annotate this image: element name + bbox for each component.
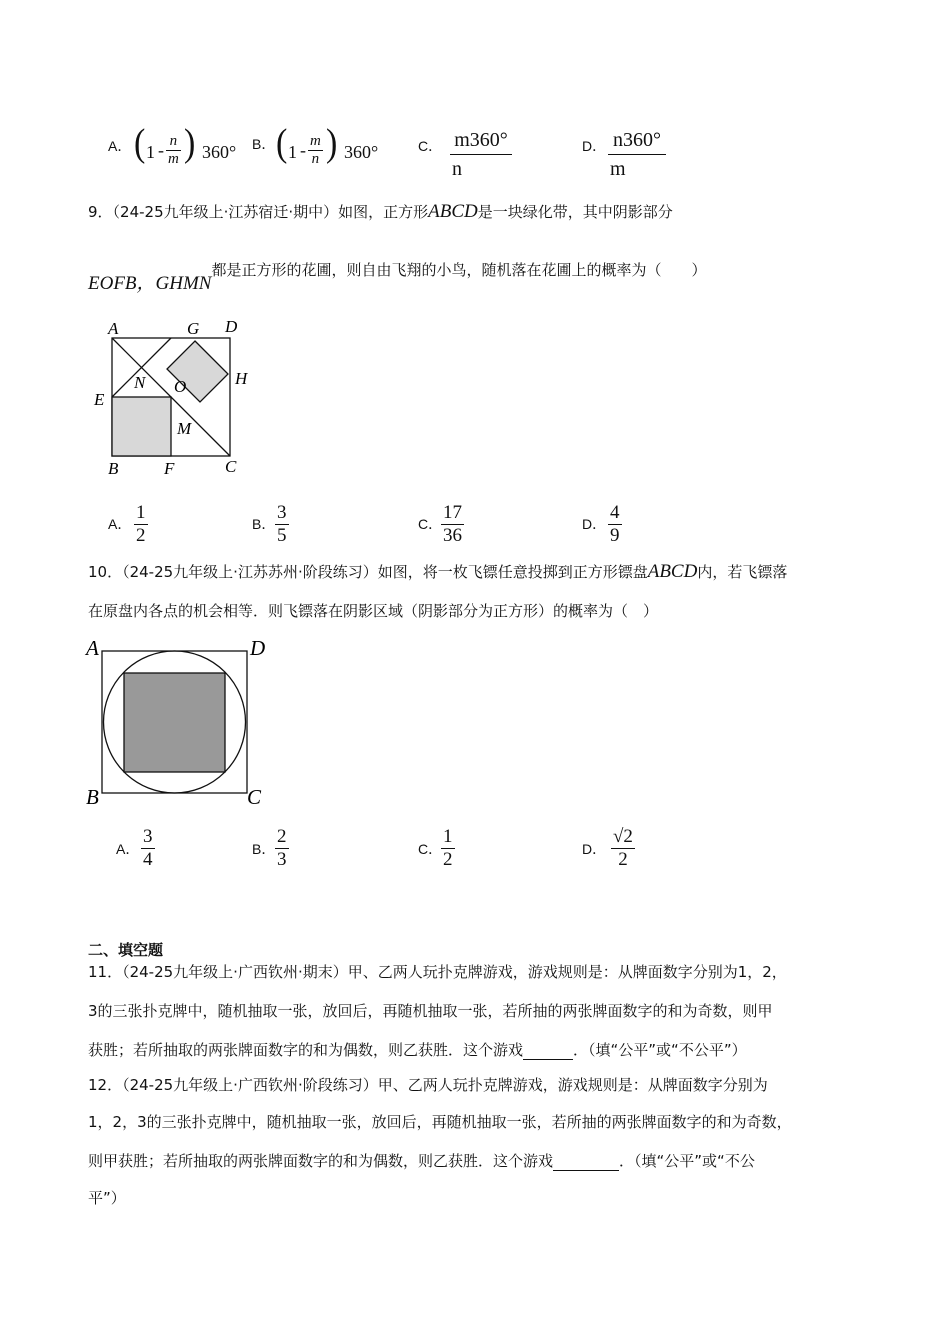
q9-label-b: B <box>108 459 119 478</box>
q12-line-1: 12．（24-25九年级上·广西钦州·阶段练习）甲、乙两人玩扑克牌游戏，游戏规则是：从牌面数字分别为 <box>88 1076 768 1094</box>
q10-b-num: 2 <box>277 826 287 847</box>
q8-b-right-paren: ) <box>326 122 338 165</box>
q8-a-one: 1 <box>146 142 155 162</box>
q9-stem-line-2 <box>88 256 707 294</box>
q9-option-b-label: B． <box>252 516 276 532</box>
q8-option-d-label: D． <box>582 138 607 154</box>
q8-d-fraction <box>608 126 666 183</box>
q9-label-f: F <box>164 459 175 478</box>
q11-line-3-tail: ．（填“公平”或“不公平”） <box>573 1041 747 1059</box>
q10-label-c: C <box>247 785 262 809</box>
q10-option-b-fraction <box>275 826 289 871</box>
q8-a-left-paren: ( <box>134 122 146 165</box>
q8-c-denominator: n <box>452 158 462 180</box>
q9-option-c-fraction <box>441 502 464 547</box>
q8-b-minus: - <box>300 140 306 160</box>
q12-line-2: 1，2，3的三张扑克牌中，随机抽取一张，放回后，再随机抽取一张，若所抽的两张牌面数字的和为奇数， <box>88 1113 792 1131</box>
q8-a-tail: 360° <box>202 142 237 162</box>
q9-option-d-label: D． <box>582 516 607 532</box>
q10-figure <box>84 633 280 813</box>
q9-a-den: 2 <box>136 525 146 546</box>
q11-line-3-text: 获胜；若所抽取的两张牌面数字的和为偶数，则乙获胜．这个游戏 <box>88 1041 524 1059</box>
q8-d-numerator: n360° <box>613 129 661 151</box>
q9-stem-line-1 <box>88 202 673 222</box>
q10-label-d: D <box>250 636 266 660</box>
q9-b-den: 5 <box>277 525 287 546</box>
q9-option-c-label: C． <box>418 516 443 532</box>
q11-line-3 <box>88 1040 747 1060</box>
q10-option-c-fraction <box>441 826 455 871</box>
q10-stem-line-1 <box>88 562 787 582</box>
q10-d-num: √2 <box>613 826 633 847</box>
q10-a-num: 3 <box>143 826 153 847</box>
q9-b-num: 3 <box>277 502 287 523</box>
q9-math-squares: EOFB，GHMN <box>88 273 212 294</box>
q8-a-fraction <box>166 133 181 168</box>
q11-line-1: 11．（24-25九年级上·广西钦州·期末）甲、乙两人玩扑克牌游戏，游戏规则是：从牌面数字分别为1，2， <box>88 963 787 981</box>
q10-label-b: B <box>86 785 99 809</box>
q10-option-d-label: D． <box>582 841 607 857</box>
q10-b-den: 3 <box>277 849 287 870</box>
q11-answer-blank[interactable] <box>523 1043 573 1060</box>
q8-c-numerator: m360° <box>454 129 508 151</box>
q10-c-num: 1 <box>443 826 453 847</box>
q12-line-3-tail: ．（填“公平”或“不公 <box>619 1152 755 1170</box>
q10-d-den: 2 <box>618 849 628 870</box>
q9-d-num: 4 <box>610 502 620 523</box>
q8-option-a-label: A． <box>108 138 132 154</box>
q8-a-minus: - <box>158 140 164 160</box>
q8-c-fraction <box>450 126 512 183</box>
shaded-square-eofb <box>112 397 171 456</box>
q10-option-a-label: A． <box>116 841 140 857</box>
q10-option-d-fraction <box>611 826 635 871</box>
q8-a-numerator: n <box>169 133 178 149</box>
q12-line-4: 平”） <box>88 1189 126 1207</box>
q8-d-denominator: m <box>610 158 626 180</box>
q9-option-b-fraction <box>275 502 289 547</box>
q9-option-a-label: A． <box>108 516 132 532</box>
q9-option-d-fraction <box>608 502 622 547</box>
q9-stem-text-2: 都是正方形的花圃，则自由飞翔的小鸟，随机落在花圃上的概率为（ ） <box>211 261 707 279</box>
q9-d-den: 9 <box>610 525 620 546</box>
q9-label-g: G <box>187 319 200 338</box>
q8-option-b-label: B． <box>252 136 276 152</box>
q10-stem-line-2: 在原盘内各点的机会相等．则飞镖落在阴影区域（阴影部分为正方形）的概率为（ ） <box>88 602 659 620</box>
q12-line-3 <box>88 1151 755 1171</box>
q8-option-c-label: C． <box>418 138 443 154</box>
q9-label-c: C <box>225 457 237 476</box>
q9-stem-text: 9．（24-25九年级上·江苏宿迁·期中）如图，正方形 <box>88 203 429 221</box>
q9-math-abcd: ABCD <box>428 201 478 222</box>
q9-label-d: D <box>225 317 238 336</box>
q9-option-a-fraction <box>134 502 148 547</box>
q9-figure <box>88 312 268 482</box>
q10-math-abcd: ABCD <box>647 561 698 582</box>
q8-b-denominator: n <box>311 151 320 167</box>
q9-label-e: E <box>94 390 105 409</box>
q8-b-tail: 360° <box>344 142 379 162</box>
q10-option-c-label: C． <box>418 841 443 857</box>
q10-option-a-fraction <box>141 826 155 871</box>
q8-a-denominator: m <box>168 151 179 167</box>
q9-label-n: N <box>134 373 146 392</box>
q9-label-h: H <box>235 369 248 388</box>
q10-option-b-label: B． <box>252 841 276 857</box>
q10-stem-text-cont: 内，若飞镖落 <box>697 563 788 581</box>
q8-b-left-paren: ( <box>276 122 288 165</box>
q8-b-fraction <box>308 133 323 168</box>
q9-stem-text-cont: 是一块绿化带，其中阴影部分 <box>477 203 673 221</box>
q9-a-num: 1 <box>136 502 146 523</box>
q10-label-a: A <box>86 636 99 660</box>
shaded-inner-square <box>124 673 225 772</box>
q11-line-2: 3的三张扑克牌中，随机抽取一张，放回后，再随机抽取一张，若所抽的两张牌面数字的和为奇数，则甲 <box>88 1002 773 1020</box>
q8-b-numerator: m <box>310 133 321 149</box>
q10-c-den: 2 <box>443 849 453 870</box>
q8-b-one: 1 <box>288 142 297 162</box>
q12-answer-blank[interactable] <box>553 1154 619 1171</box>
q10-a-den: 4 <box>143 849 153 870</box>
q12-line-3-text: 则甲获胜；若所抽取的两张牌面数字的和为偶数，则乙获胜．这个游戏 <box>88 1152 554 1170</box>
q9-c-num: 17 <box>443 502 462 523</box>
q9-label-o: O <box>174 377 187 396</box>
q9-label-a: A <box>108 319 119 338</box>
section-title-fill-in: 二、填空题 <box>88 941 164 959</box>
q9-c-den: 36 <box>443 525 462 546</box>
q10-stem-text: 10．（24-25九年级上·江苏苏州·阶段练习）如图，将一枚飞镖任意投掷到正方形镖盘 <box>88 563 648 581</box>
q8-a-right-paren: ) <box>184 122 196 165</box>
q9-label-m: M <box>177 419 192 438</box>
